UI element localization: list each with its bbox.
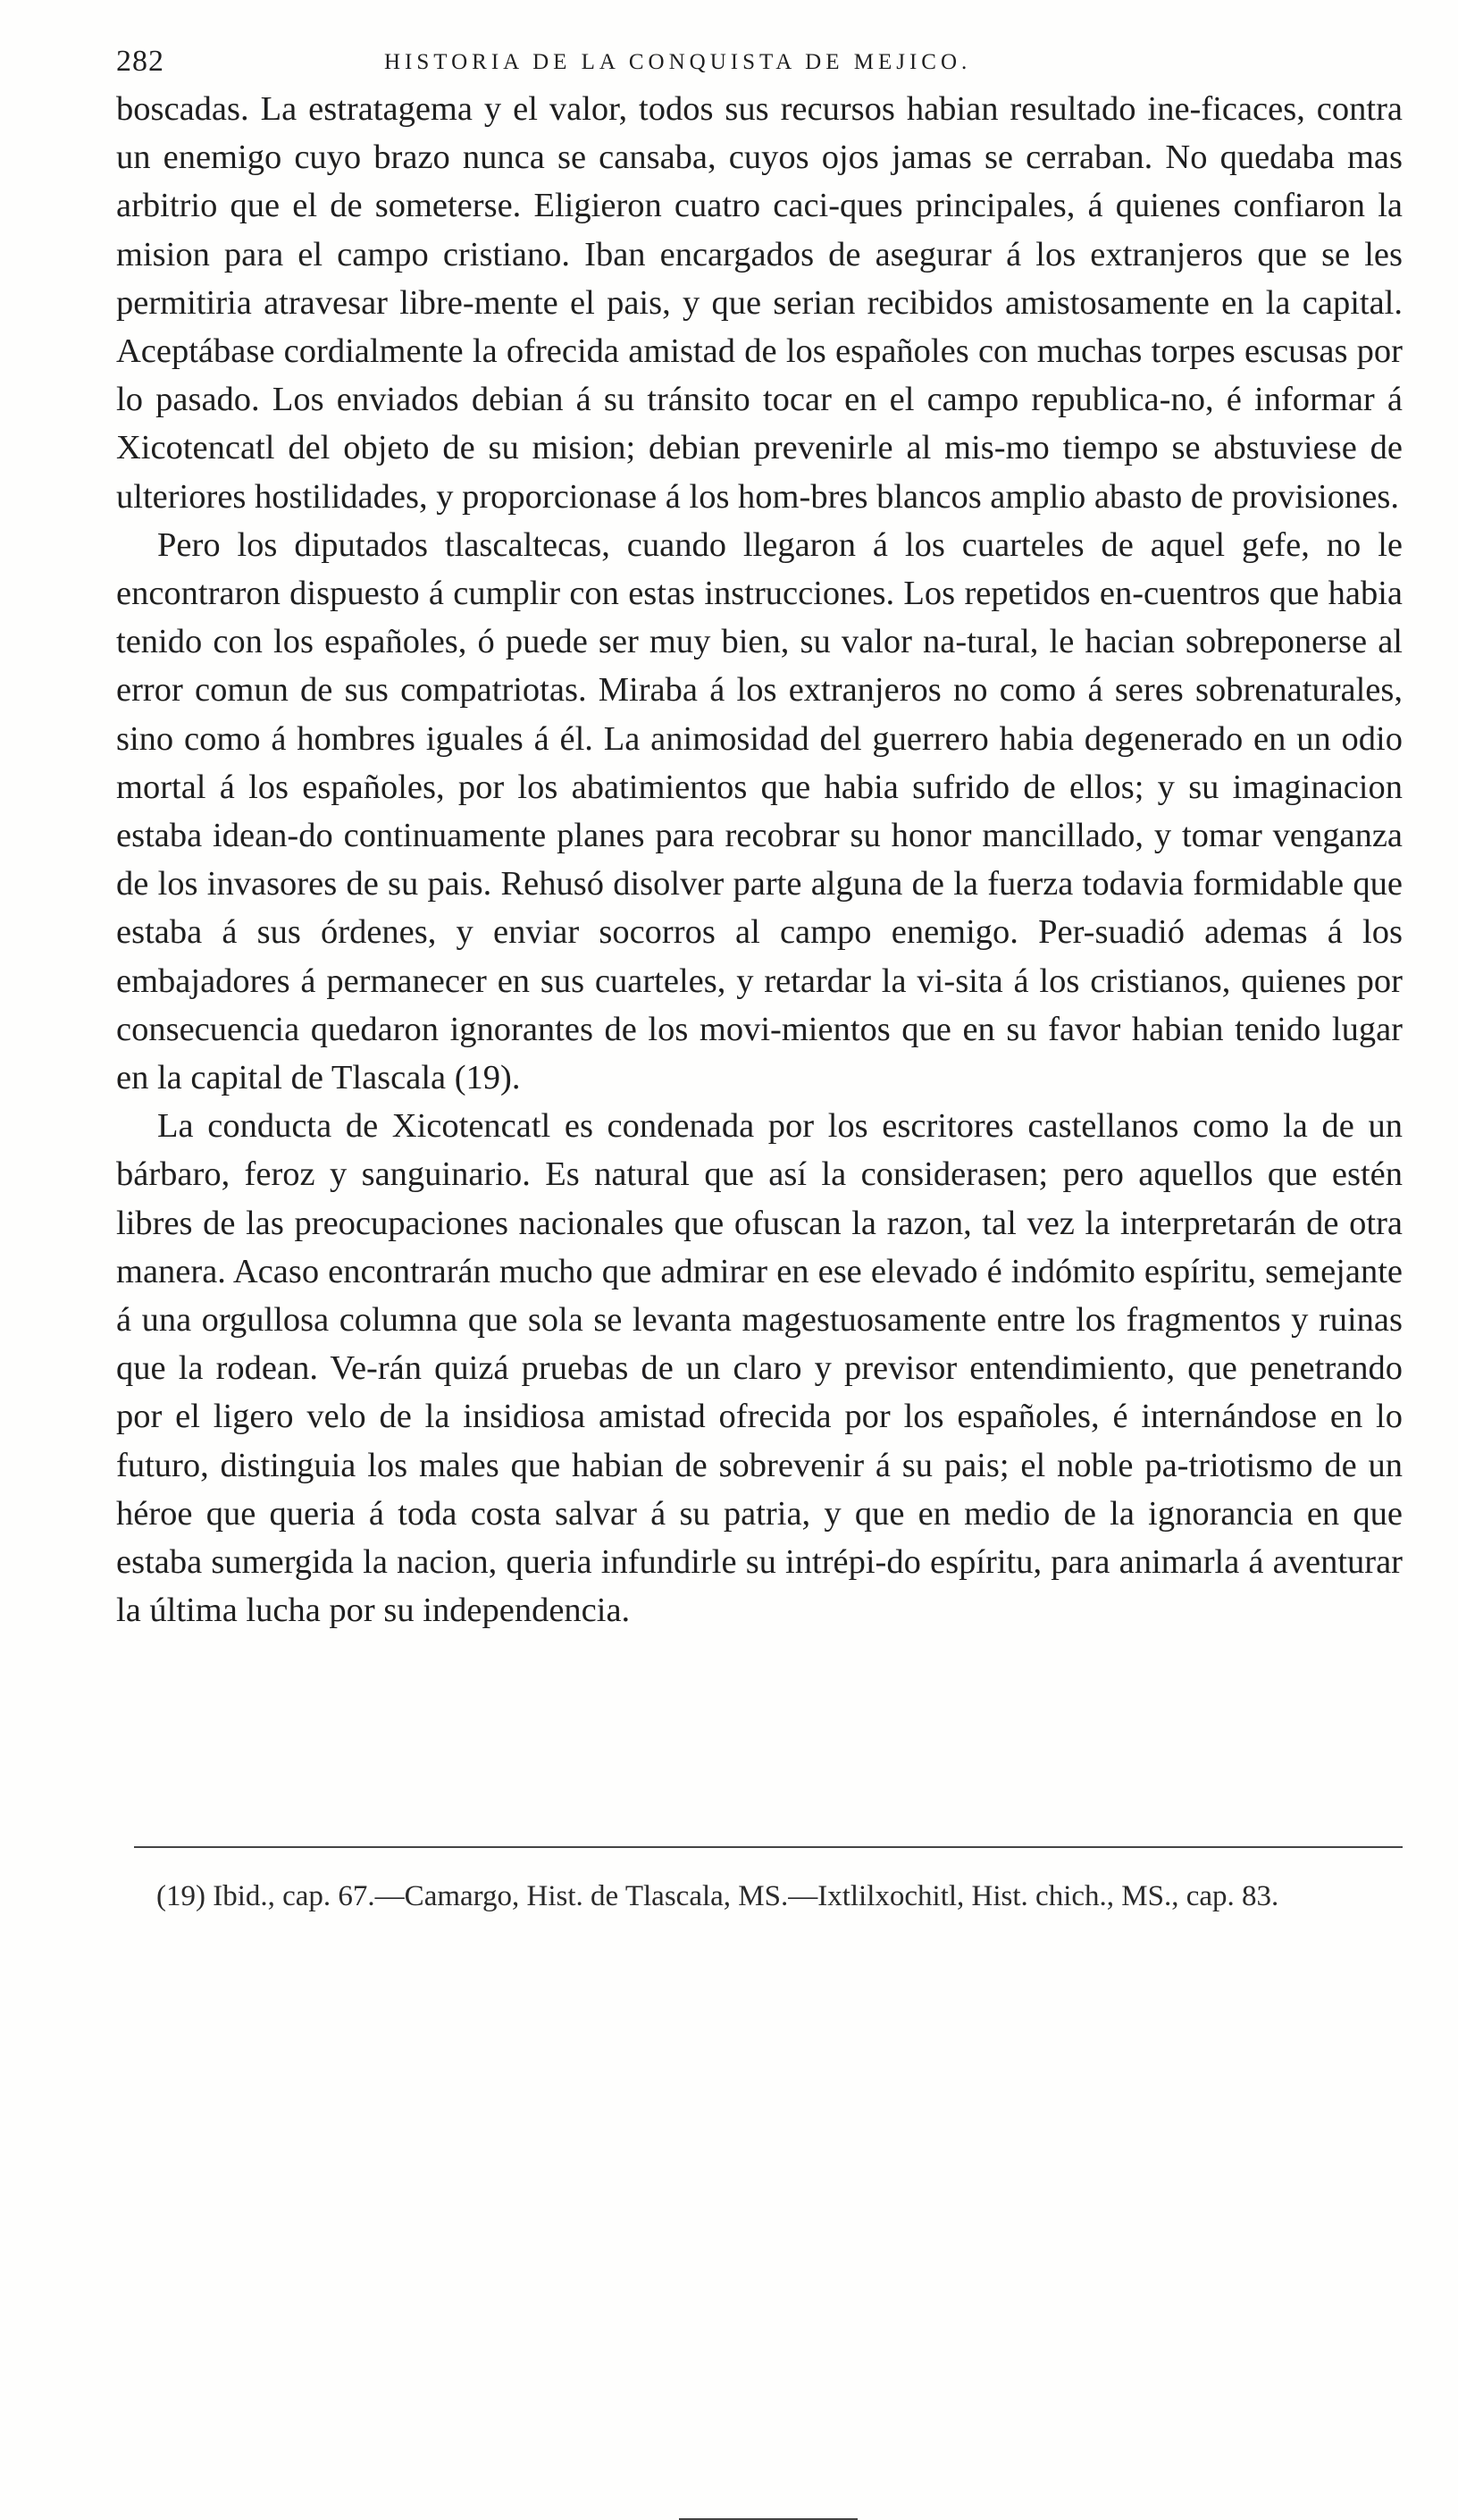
footnote	[116, 1875, 1403, 1918]
footnote-text: (19) Ibid., cap. 67.—Camargo, Hist. de Tlascala, MS.—Ixtlilxochitl, Hist. chich., MS., cap. 83.	[156, 1880, 1279, 1912]
page-number: 282	[116, 45, 164, 78]
paragraph: Pero los diputados tlascaltecas, cuando llegaron á los cuarteles de aquel gefe, no le encontraron dispuesto á cumplir con estas instrucciones. Los repetidos en-cuentros que habia tenido con los españoles, ó puede ser muy bien, su valor na-tural, le hacian sobreponerse al error comun de sus compatriotas. Miraba á los extranjeros no como á seres sobrenaturales, sino como á hombres iguales á él. La animosidad del guerrero habia degenerado en un odio mortal á los españoles, por los abatimientos que habia sufrido de ellos; y su imaginacion estaba idean-do continuamente planes para recobrar su honor mancillado, y tomar venganza de los invasores de su pais. Rehusó disolver parte alguna de la fuerza todavia formidable que estaba á sus órdenes, y enviar socorros al campo enemigo. Per-suadió ademas á los embajadores á permanecer en sus cuarteles, y retardar la vi-sita á los cristianos, quienes por consecuencia quedaron ignorantes de los movi-mientos que en su favor habian tenido lugar en la capital de Tlascala (19).	[116, 525, 1403, 1097]
page-header	[116, 45, 1403, 89]
running-head: HISTORIA DE LA CONQUISTA DE MEJICO.	[384, 50, 972, 74]
paragraph: La conducta de Xicotencatl es condenada por los escritores castellanos como la de un bárbaro, feroz y sanguinario. Es natural que así la considerasen; pero aquellos que estén libres de las preocupaciones nacionales que ofuscan la razon, tal vez la interpretarán de otra manera. Acaso encontrarán mucho que admirar en ese elevado é indómito espíritu, semejante á una orgullosa columna que sola se levanta magestuosamente entre los fragmentos y ruinas que la rodean. Ve-rán quizá pruebas de un claro y previsor entendimiento, que penetrando por el ligero velo de la insidiosa amistad ofrecida por los españoles, é internándose en lo futuro, distinguia los males que habian de sobrevenir á su pais; el noble pa-triotismo de un héroe que queria á toda costa salvar á su patria, y que en medio de la ignorancia en que estaba sumergida la nacion, queria infundirle su intrépi-do espíritu, para animarla á aventurar la última lucha por su independencia.	[116, 1107, 1403, 1630]
body-text	[116, 85, 1403, 1635]
footnote-divider	[134, 1846, 1403, 1848]
paragraph-continued: boscadas. La estratagema y el valor, todos sus recursos habian resultado ine-ficaces, contra un enemigo cuyo brazo nunca se cansaba, cuyos ojos jamas se cerraban. No quedaba mas arbitrio que el de someterse. Eligieron cuatro caci-ques principales, á quienes confiaron la mision para el campo cristiano. Iban encargados de asegurar á los extranjeros que se les permitiria atravesar libre-mente el pais, y que serian recibidos amistosamente en la capital. Aceptábase cordialmente la ofrecida amistad de los españoles con muchas torpes escusas por lo pasado. Los enviados debian á su tránsito tocar en el campo republica-no, é informar á Xicotencatl del objeto de su mision; debian prevenirle al mis-mo tiempo se abstuviese de ulteriores hostilidades, y proporcionase á los hom-bres blancos amplio abasto de provisiones.	[116, 90, 1403, 516]
